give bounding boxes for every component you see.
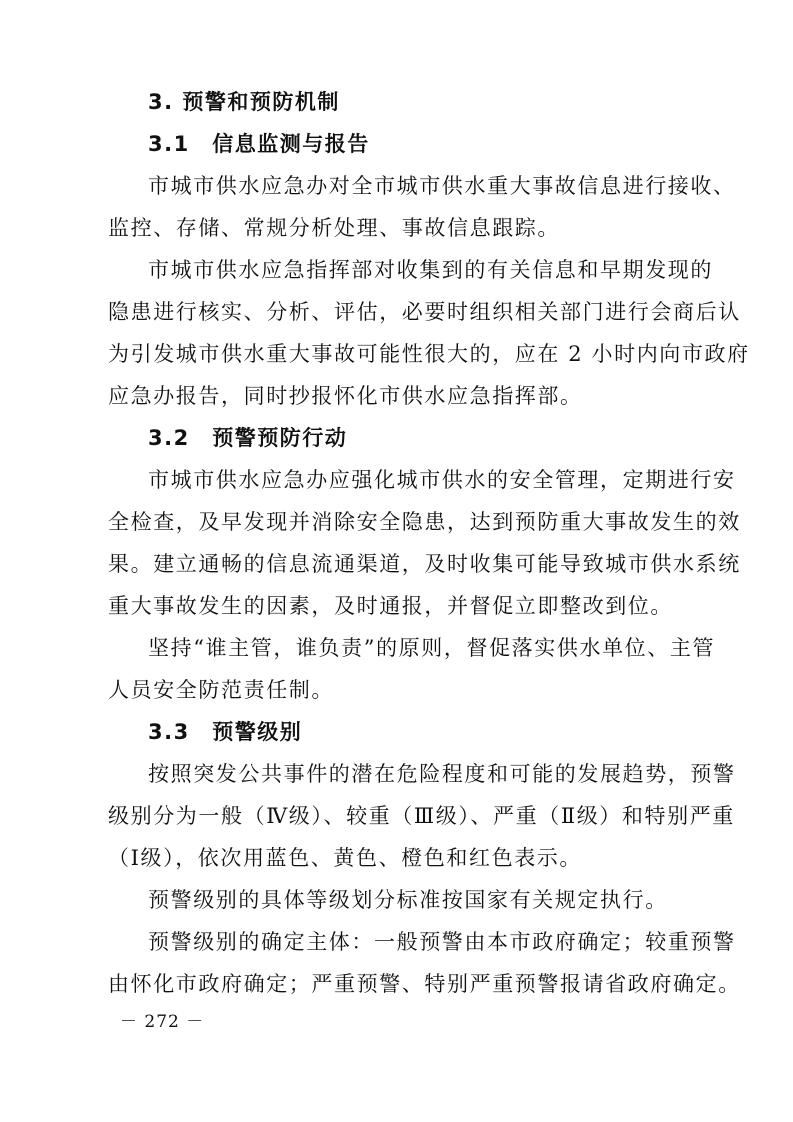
section-3-heading: 3. 预警和预防机制 — [148, 90, 340, 114]
s32-p2-line2: 人员安全防范责任制。 — [108, 678, 334, 702]
s31-p1-line2: 监控、存储、常规分析处理、事故信息跟踪。 — [108, 216, 560, 240]
s31-p2-line2: 隐患进行核实、分析、评估，必要时组织相关部门进行会商后认 — [108, 300, 741, 324]
section-3-2-heading: 3.2 预警预防行动 — [148, 426, 348, 450]
s32-p1-line3: 果。建立通畅的信息流通渠道，及时收集可能导致城市供水系统 — [108, 552, 741, 576]
page-number: － 272 － — [120, 1012, 205, 1032]
s33-p1-line1: 按照突发公共事件的潜在危险程度和可能的发展趋势，预警 — [148, 762, 736, 786]
s31-p2-line1: 市城市供水应急指挥部对收集到的有关信息和早期发现的 — [148, 258, 713, 282]
section-3-3-heading: 3.3 预警级别 — [148, 720, 303, 744]
s32-p2-line1: 坚持“谁主管，谁负责”的原则，督促落实供水单位、主管 — [148, 636, 716, 660]
s32-p1-line2: 全检查，及早发现并消除安全隐患，达到预防重大事故发生的效 — [108, 510, 741, 534]
s31-p1-line1: 市城市供水应急办对全市城市供水重大事故信息进行接收、 — [148, 174, 736, 198]
s32-p1-line4: 重大事故发生的因素，及时通报，并督促立即整改到位。 — [108, 594, 673, 618]
section-3-1-heading: 3.1 信息监测与报告 — [148, 132, 370, 156]
s31-p2-line3: 为引发城市供水重大事故可能性很大的，应在 2 小时内向市政府 — [108, 342, 750, 366]
s33-p2-line1: 预警级别的具体等级划分标准按国家有关规定执行。 — [148, 888, 668, 912]
s33-p3-line2: 由怀化市政府确定；严重预警、特别严重预警报请省政府确定。 — [108, 972, 741, 996]
s32-p1-line1: 市城市供水应急办应强化城市供水的安全管理，定期进行安 — [148, 468, 736, 492]
s31-p2-line4: 应急办报告，同时抄报怀化市供水应急指挥部。 — [108, 384, 583, 408]
s33-p3-line1: 预警级别的确定主体：一般预警由本市政府确定；较重预警 — [148, 930, 736, 954]
s33-p1-line3: （Ⅰ级），依次用蓝色、黄色、橙色和红色表示。 — [108, 846, 582, 870]
s33-p1-line2: 级别分为一般（Ⅳ级）、较重（Ⅲ级）、严重（Ⅱ级）和特别严重 — [108, 804, 735, 828]
